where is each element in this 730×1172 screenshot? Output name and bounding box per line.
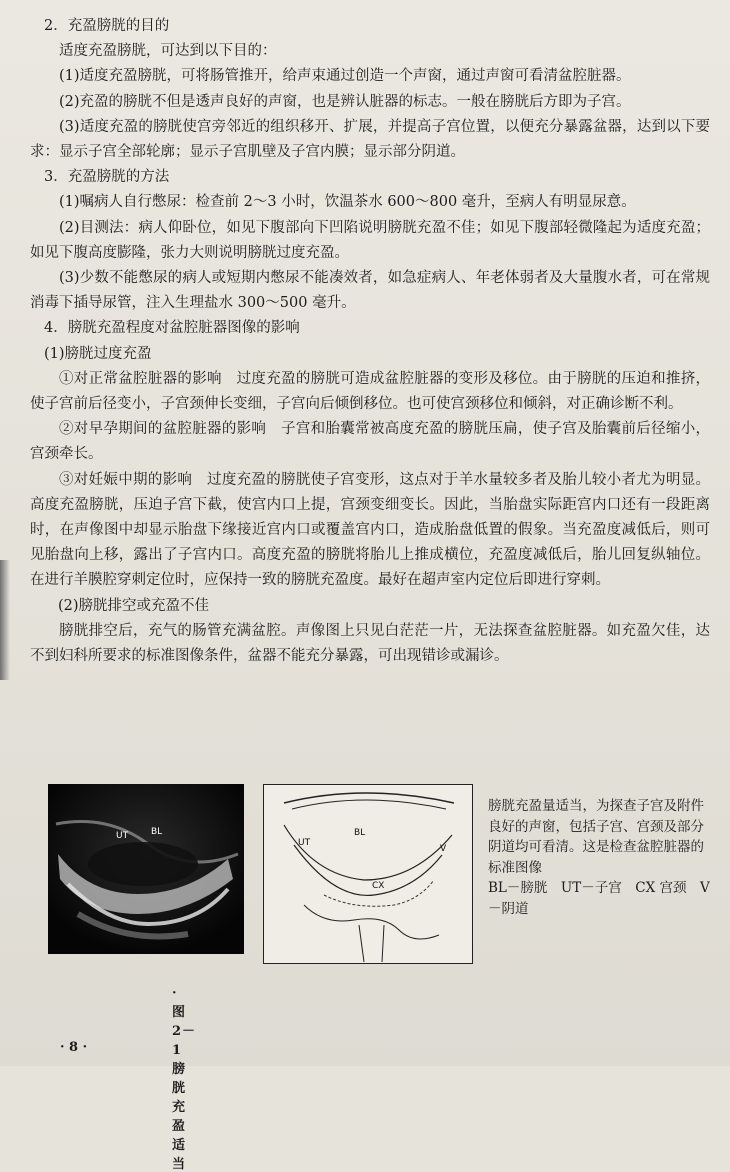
paragraph: (2)充盈的膀胱不但是透声良好的声窗，也是辨认脏器的标志。一般在膀胱后方即为子宫。: [59, 93, 631, 110]
section-heading: 3．充盈膀胱的方法: [44, 169, 170, 186]
paragraph: ①对正常盆腔脏器的影响 过度充盈的膀胱可造成盆腔脏器的变形及移位。由于膀胱的压迫和推挤，使子宫前后径变小，子宫颈伸长变细，子宫向后倾倒移位。也可使宫颈移位和倾斜，对正确诊断不利。: [30, 370, 710, 413]
paragraph: 适度充盈膀胱，可达到以下目的：: [59, 43, 277, 60]
side-note-description: 膀胱充盈量适当，为探查子宫及附件良好的声窗，包括子宫、宫颈及部分阴道均可看清。这是检查盆腔脏器的标准图像: [488, 798, 704, 876]
paragraph: (3)适度充盈的膀胱使宫旁邻近的组织移开、扩展，并提高子宫位置，以便充分暴露盆器，达到以下要求：显示子宫全部轮廓；显示子宫肌壁及子宫内膜；显示部分阴道。: [30, 118, 710, 161]
paragraph: 膀胱排空后，充气的肠管充满盆腔。声像图上只见白茫茫一片，无法探查盆腔脏器。如充盈欠佳，达不到妇科所要求的标准图像条件，盆器不能充分暴露，可出现错诊或漏诊。: [30, 622, 710, 665]
paragraph: (2)目测法：病人仰卧位，如见下腹部向下凹陷说明膀胱充盈不佳；如见下腹部轻微隆起为适度充盈；如见下腹高度膨隆，张力大则说明膀胱过度充盈。: [30, 219, 710, 261]
figure-caption: · 图 2－1 膀胱充盈适当: [172, 986, 197, 1172]
page-number: · 8 ·: [60, 1040, 88, 1055]
paragraph: ③对妊娠中期的影响 过度充盈的膀胱使子宫变形，这点对于羊水量较多者及胎儿较小者尤为明显。高度充盈膀胱，压迫子宫下截，使宫内口上提，宫颈变细变长。因此，当胎盘实际距宫内口还有一段距离时，在声像图中却显示胎盘下缘接近宫内口或覆盖宫内口，造成胎盘低置的假象。当充盈度减低后，则可见胎盘向上移，露出了子宫内口。高度充盈的膀胱将胎儿上推成横位，充盈度减低后，胎儿回复纵轴位。在进行羊膜腔穿刺定位时，应保持一致的膀胱充盈度。最好在超声室内定位后即进行穿刺。: [30, 471, 710, 589]
ultrasound-image: [48, 784, 244, 954]
us-label-ut: UT: [116, 831, 129, 841]
us-label-bl: BL: [151, 827, 163, 837]
side-note-legend: BL－膀胱 UT－子宫 CX 宫颈 V－阴道: [488, 880, 710, 917]
schematic-label-ut: UT: [298, 838, 311, 848]
paragraph: (1)嘱病人自行憋尿：检查前 2～3 小时，饮温茶水 600～800 毫升，至病人有明显尿意。: [59, 194, 636, 211]
subsection-heading: (2)膀胱排空或充盈不佳: [58, 597, 210, 614]
ultrasound-drawing: [48, 784, 244, 954]
schematic-drawing: [264, 785, 471, 962]
section-heading: 2．充盈膀胱的目的: [44, 18, 170, 34]
paragraph: (1)适度充盈膀胱，可将肠管推开，给声束通过创造一个声窗，通过声窗可看清盆腔脏器。: [59, 68, 631, 85]
schematic-diagram: [263, 784, 473, 964]
schematic-label-cx: CX: [372, 881, 385, 891]
section-heading: 4．膀胱充盈程度对盆腔脏器图像的影响: [44, 320, 300, 337]
schematic-label-v: V: [440, 844, 447, 854]
paragraph: ②对早孕期间的盆腔脏器的影响 子宫和胎囊常被高度充盈的膀胱压扁，使子宫及胎囊前后径缩小，宫颈牵长。: [30, 421, 710, 463]
subsection-heading: (1)膀胱过度充盈: [44, 345, 152, 362]
page-edge-shadow: [0, 560, 10, 680]
paragraph: (3)少数不能憋尿的病人或短期内憋尿不能凑效者，如急症病人、年老体弱者及大量腹水者，可在常规消毒下插导尿管，注入生理盐水 300～500 毫升。: [30, 270, 710, 312]
body-text: [30, 14, 710, 669]
schematic-label-bl: BL: [354, 828, 366, 838]
figure-side-note: [488, 796, 710, 919]
